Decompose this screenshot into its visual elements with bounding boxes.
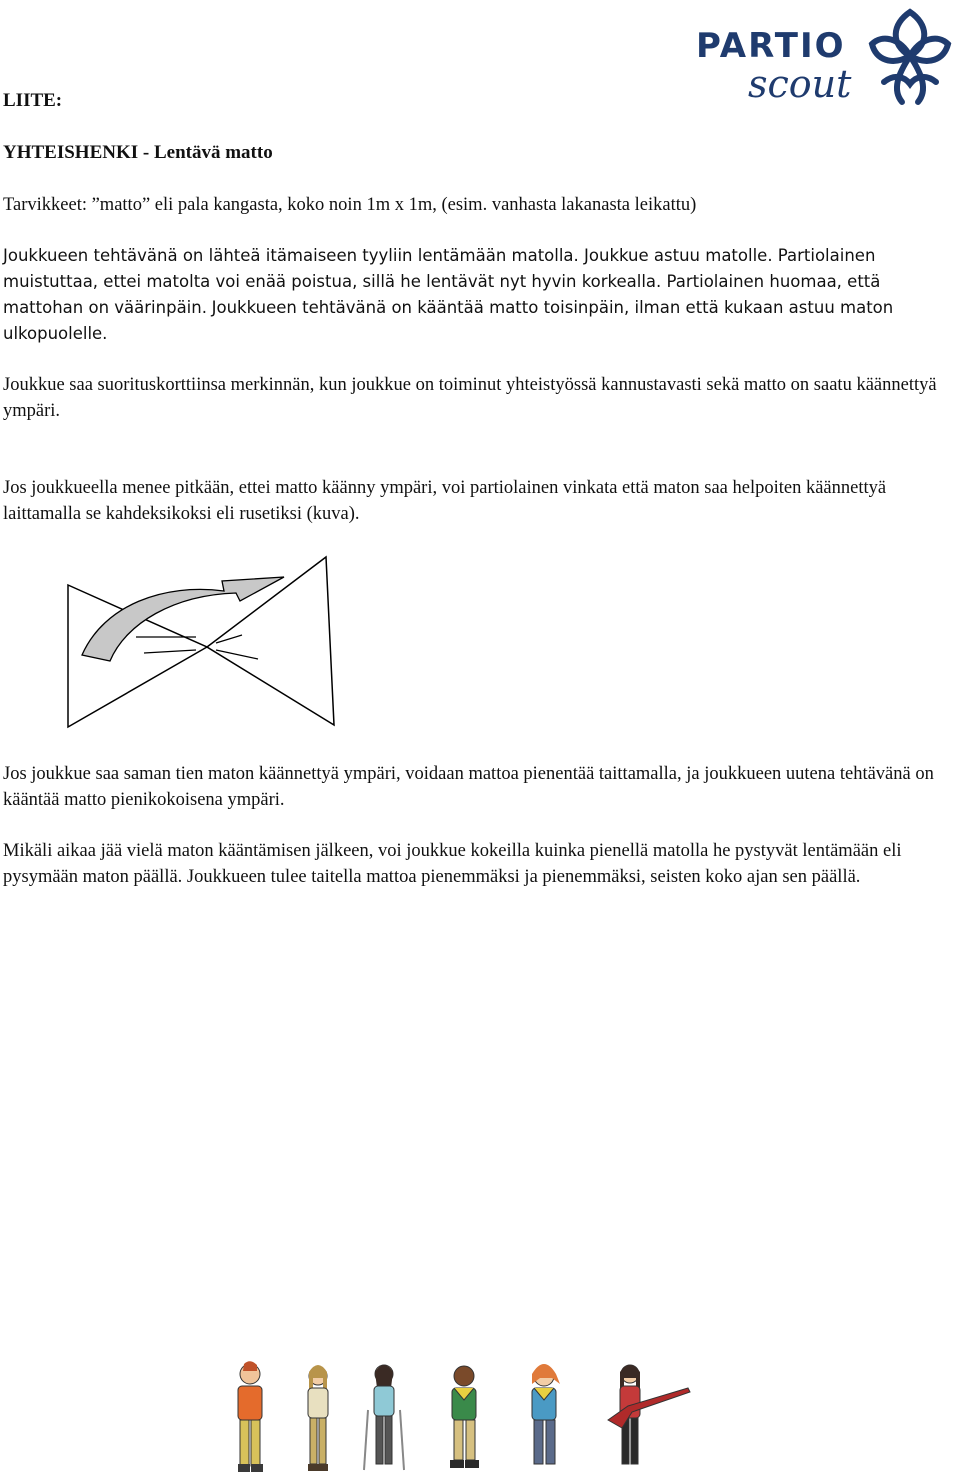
scout-figure-5 [532,1364,560,1464]
turn-arrow-icon [82,577,284,661]
supplies-paragraph: Tarvikkeet: ”matto” eli pala kangasta, koko noin 1m x 1m, (esim. vanhasta lakanasta leikattu) [3,195,697,215]
appendix-heading: LIITE: [3,90,63,111]
lily-emblem-icon [862,4,958,108]
crease-lines [136,635,258,659]
bow-fold-figure [64,555,344,730]
logo-word: PARTIO [696,26,846,66]
task-text-b: Joukkueen tehtävänä on kääntää matto toisinpäin, ilman että kukaan astuu maton ulkopuolelle. [3,298,894,343]
task-text-a: Joukkueen tehtävänä on lähteä itämaiseen tyyliin lentämään matolla. Joukkue astuu matolle. Partiolainen muistuttaa, ettei matolta voi enää poistua, sillä he lentävät nyt hyvin korkealla. Partiolainen huomaa, että mattohan on väärinpäin. [3,246,881,317]
page-title: YHTEISHENKI - Lentävä matto [3,142,273,163]
hint-paragraph: Jos joukkueella menee pitkään, ettei matto käänny ympäri, voi partiolainen vinkata että maton saa helpoiten käännettyä laittamalla se kahdeksikoksi eli rusetiksi (kuva). [3,478,887,524]
partio-scout-logo [690,4,958,108]
scout-figure-6 [608,1365,690,1464]
scout-figure-4 [450,1366,479,1468]
scout-figure-1 [238,1361,263,1472]
scout-characters-illustration [218,1360,698,1478]
task-paragraph [3,243,938,347]
logo-sub: scout [748,62,852,106]
next-paragraph: Jos joukkue saa saman tien maton käännettyä ympäri, voidaan mattoa pienentää taittamalla, ja joukkueen uutena tehtävänä on kääntää matto pienikokoisena ympäri. [3,764,934,810]
mark-paragraph: Joukkue saa suorituskorttiinsa merkinnän, kun joukkue on toiminut yhteistyössä kannustavasti sekä matto on saatu käännettyä ympäri. [3,375,937,421]
scout-figure-3 [364,1365,404,1470]
extra-paragraph: Mikäli aikaa jää vielä maton kääntämisen jälkeen, voi joukkue kokeilla kuinka pienellä matolla he pystyvät lentämään eli pysymään maton päällä. Joukkueen tulee taitella mattoa pienemmäksi ja pienemmäksi, seisten koko ajan sen päällä. [3,841,902,887]
scout-figure-2 [308,1365,328,1471]
